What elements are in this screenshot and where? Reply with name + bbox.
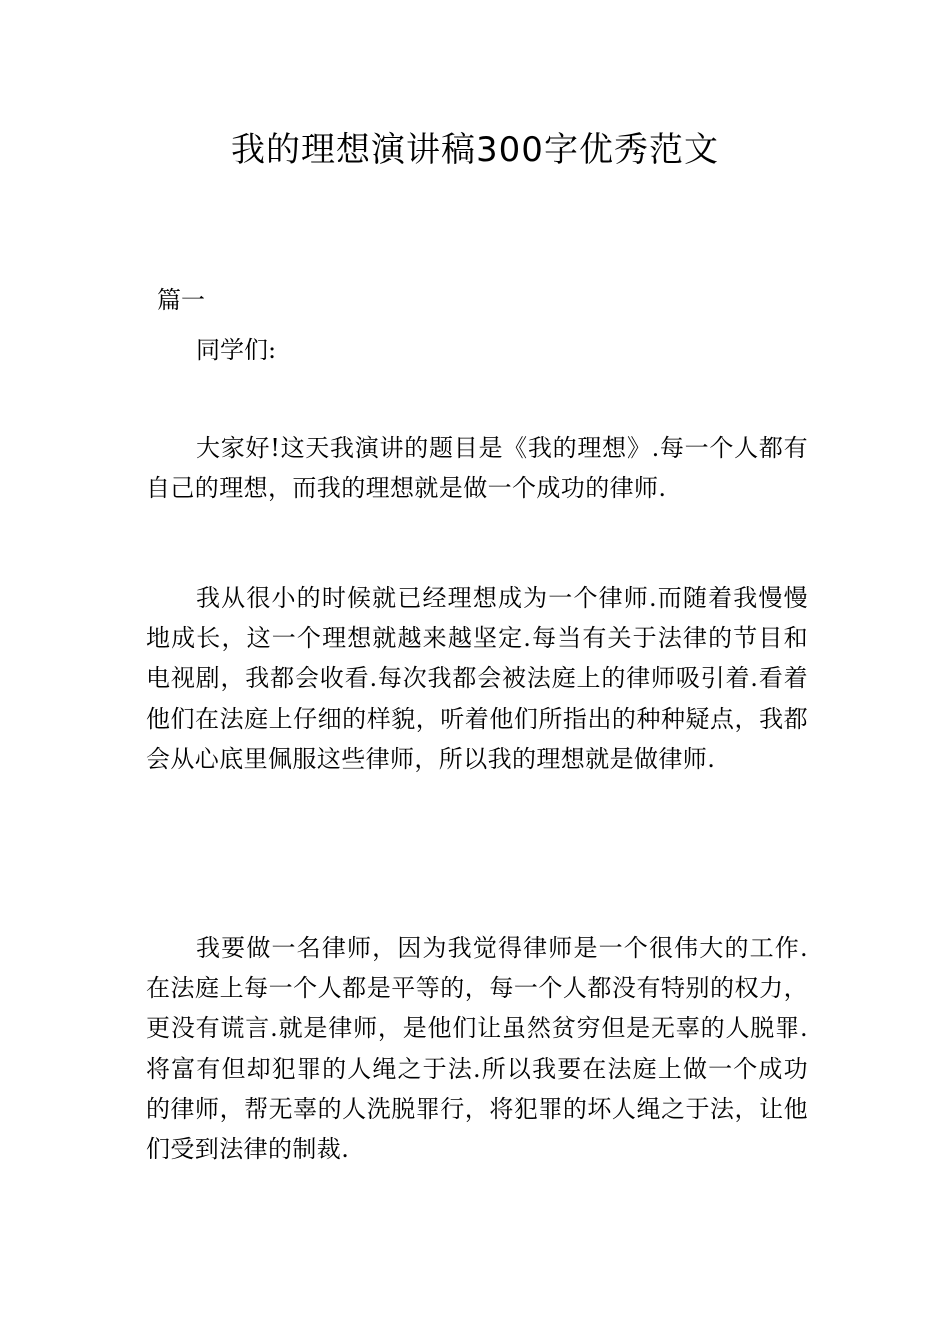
paragraph-2: 我从很小的时候就已经理想成为一个律师.而随着我慢慢地成长，这一个理想就越来越坚定.每当有关于法律的节目和电视剧，我都会收看.每次我都会被法庭上的律师吸引着.看着他们在法庭上仔细的样貌，听着他们所指出的种种疑点，我都会从心底里佩服这些律师，所以我的理想就是做律师.	[146, 584, 808, 773]
document-title: 我的理想演讲稿300字优秀范文	[231, 130, 719, 170]
greeting-line: 同学们:	[196, 336, 277, 364]
paragraph-1: 大家好!这天我演讲的题目是《我的理想》.每一个人都有自己的理想，而我的理想就是做一个成功的律师.	[146, 434, 808, 503]
section-label: 篇一	[157, 286, 205, 314]
paragraph-3: 我要做一名律师，因为我觉得律师是一个很伟大的工作.在法庭上每一个人都是平等的，每一个人都没有特别的权力，更没有谎言.就是律师，是他们让虽然贫穷但是无辜的人脱罪.将富有但却犯罪的人绳之于法.所以我要在法庭上做一个成功的律师，帮无辜的人洗脱罪行，将犯罪的坏人绳之于法，让他们受到法律的制裁.	[146, 934, 808, 1164]
